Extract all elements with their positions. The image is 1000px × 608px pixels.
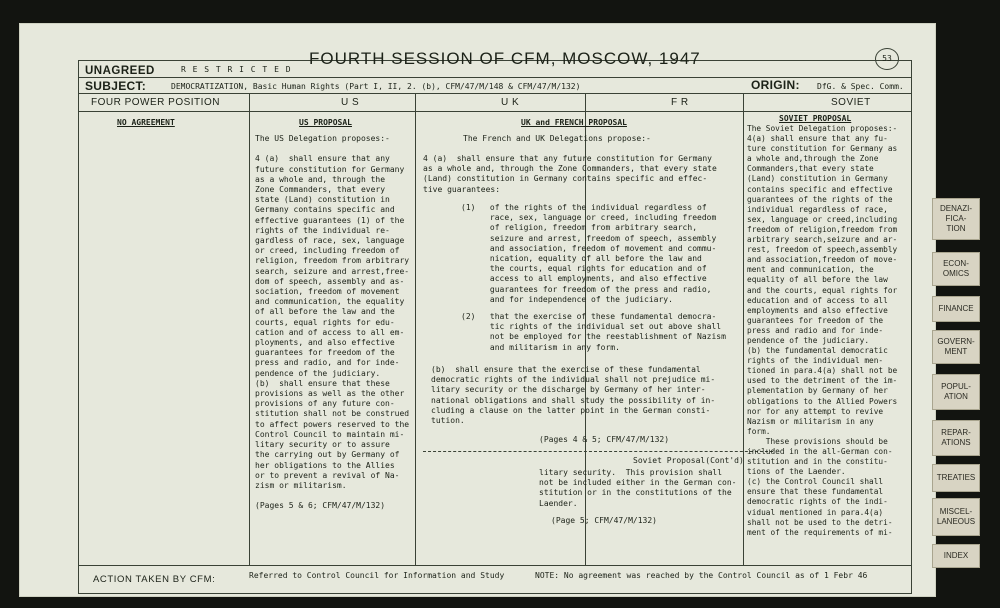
uk-fr-para-b: (b) shall ensure that the exercise of these fundamental democratic rights of the individual shall not prejudice mi- litary security or the discharge by Germany of her inter- national obligations and shall study the possibility of in- cluding a clause on the latter point in the German consti- tution. [431, 365, 716, 426]
col-soviet-header: SOVIET [831, 97, 871, 108]
session-title: FOURTH SESSION OF CFM, MOSCOW, 1947 [309, 49, 701, 68]
soviet-proposal-heading: SOVIET PROPOSAL [779, 114, 852, 123]
uk-fr-intro: The French and UK Delegations propose:- [463, 134, 651, 143]
col-uk-header: U K [501, 97, 520, 108]
tab-government[interactable]: GOVERN- MENT [932, 330, 980, 364]
subject-rule [79, 93, 911, 94]
form-frame [78, 49, 912, 594]
tab-treaties[interactable]: TREATIES [932, 464, 980, 492]
uk-fr-item-1: (1) of the rights of the individual regardless of race, sex, language or creed, including freedom of religion, freedom from arbitrary search, seizure and arrest, freedom of speech, assembly and association, freedom of movement and commu- nication, equality of all before the law and the courts, equal rights for education and of access to all employments, and also effective guarantees for freedom of the press and radio, and for independence of the judiciary. [461, 203, 717, 304]
uk-fr-reference: (Pages 4 & 5; CFM/47/M/132) [539, 435, 670, 444]
tab-index[interactable]: INDEX [932, 544, 980, 568]
restricted-marking: R E S T R I C T E D [181, 65, 292, 74]
origin-label: ORIGIN: [751, 78, 800, 92]
subject-text: DEMOCRATIZATION, Basic Human Rights (Part I, II, 2. (b), CFM/47/M/148 & CFM/47/M/132) [171, 82, 581, 91]
tab-miscellaneous[interactable]: MISCEL- LANEOUS [932, 498, 980, 536]
action-label: ACTION TAKEN BY CFM: [93, 574, 216, 585]
document-page [20, 24, 935, 596]
note-text: NOTE: No agreement was reached by the Control Council as of 1 Febr 46 [535, 571, 868, 580]
uk-fr-para-a: 4 (a) shall ensure that any future constitution for Germany as a whole and, through the Zone Commanders, that every state (Land) constitution in Germany contains specific and effec- tive guarantees: [423, 154, 717, 194]
col-us-header: U S [341, 97, 360, 108]
column-header-rule [79, 111, 911, 112]
col-position-header: FOUR POWER POSITION [91, 97, 220, 108]
soviet-cont-heading: Soviet Proposal(Cont'd) [633, 456, 744, 465]
action-text: Referred to Control Council for Information and Study [249, 571, 505, 580]
page-number: 53 [875, 48, 899, 70]
tab-denazification[interactable]: DENAZI- FICA- TION [932, 198, 980, 240]
col-fr-header: F R [671, 97, 689, 108]
origin-text: DfG. & Spec. Comm. [817, 82, 904, 91]
tab-finance[interactable]: FINANCE [932, 296, 980, 322]
uk-fr-item-2: (2) that the exercise of these fundamental democra- tic rights of the individual set out above shall not be employed for the reestablishment of Nazism and militarism in any form. [461, 312, 726, 352]
no-agreement-label: NO AGREEMENT [117, 118, 175, 127]
tab-population[interactable]: POPUL- ATION [932, 374, 980, 410]
us-proposal-text: The US Delegation proposes:- 4 (a) shall ensure that any future constitution for Germany as a whole and, through the Zone Commanders, that every state (Land) constitution in Germany contains specific and effective guarantees (1) of the rights of the individual re- gardless of race, sex, language or creed, including freedom of religion, freedom from arbitrary search, seizure and arrest,free- dom of speech, assembly and as- sociation, freedom of movement and communication, the equality of all before the law and the courts, equal rights for edu- cation and of access to all em- ployments, and also effective guarantees for freedom of the press and radio, and for inde- pendence of the judiciary. (b) shall ensure that these provisions as well as the other provisions of any future con- stitution shall not be construed to affect powers reserved to the Control Council to maintain mi- litary security or to assure the carrying out by Germany of her obligations to the Allies or to prevent a revival of Na- zism or militarism. (Pages 5 & 6; CFM/47/M/132) [255, 134, 410, 511]
divider-us-uk [415, 94, 416, 565]
unagreed-label: UNAGREED [85, 65, 155, 77]
soviet-proposal-text: The Soviet Delegation proposes:- 4(a) shall ensure that any fu- ture constitution for Germany as a whole and,through the Zone Commanders,that every state (Land) constitution in Germany contains specific and effective guarantees of the rights of the individual regardless of race, sex, language or creed,including freedom of religion,freedom from arbitrary search,seizure and ar- rest, freedom of speech,assembly and association,freedom of move- ment and communication, the equality of all before the law and the courts, equal rights for education and of access to all employments and also effective guarantees for freedom of the press and radio and for inde- pendence of the judiciary. (b) the fundamental democratic rights of the individual men- tioned in para.4(a) shall not be used to the detriment of the im- plementation by Germany of her obligations to the Allied Powers nor for any attempt to revive Nazism or militarism in any form. These provisions should be included in the all-German con- stitution and in the constitu- tions of the Laender. (c) the Control Council shall ensure that these fundamental democratic rights of the indi- vidual mentioned in para.4(a) shall not be used to the detri- ment of the requirements of mi- [747, 124, 898, 537]
tab-economics[interactable]: ECON- OMICS [932, 252, 980, 286]
footer-rule [79, 565, 911, 566]
continuation-separator [423, 451, 773, 452]
tab-reparations[interactable]: REPAR- ATIONS [932, 420, 980, 456]
subject-label: SUBJECT: [85, 79, 147, 93]
us-proposal-heading: US PROPOSAL [299, 118, 352, 127]
divider-position-us [249, 94, 250, 565]
uk-fr-proposal-heading: UK and FRENCH PROPOSAL [521, 118, 627, 127]
soviet-cont-reference: (Page 5; CFM/47/M/132) [551, 516, 657, 525]
soviet-cont-text: litary security. This provision shall not be included either in the German con- stitution or in the constitutions of the Laender. [539, 468, 737, 508]
divider-fr-soviet [743, 94, 744, 565]
